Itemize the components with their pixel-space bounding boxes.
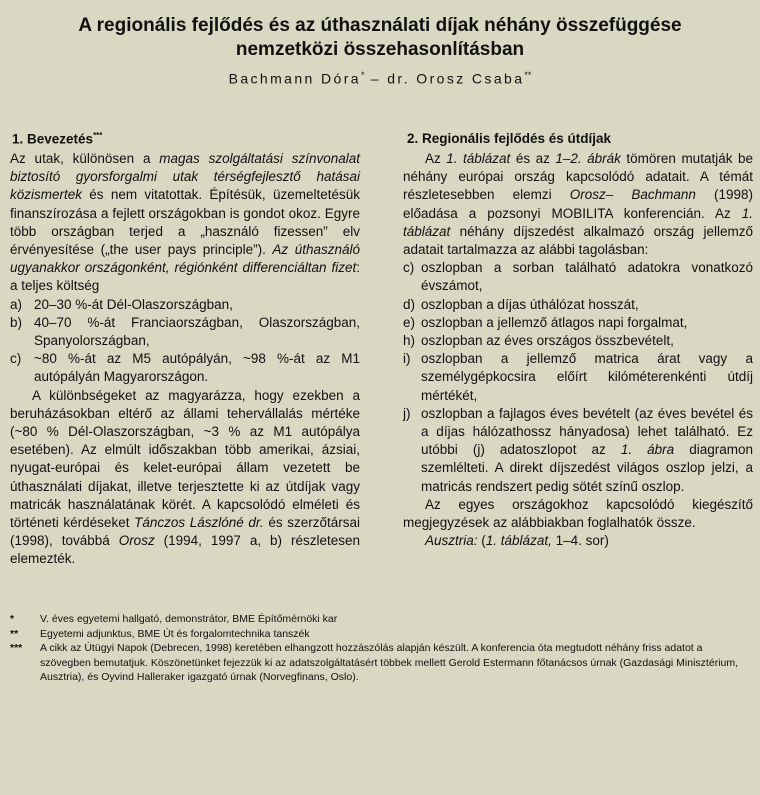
list-marker: c) (403, 260, 415, 276)
list-marker: e) (403, 314, 416, 330)
text-run: : a teljes költség (10, 260, 360, 294)
author-2-footnote-mark: ** (524, 70, 532, 80)
body-paragraph (10, 387, 360, 569)
author-2: dr. Orosz Csaba (387, 70, 525, 87)
text-run: tömören mutatják be néhány európai ország kapcsolódó adatait. A témát részletesebben elemzi (403, 151, 753, 203)
text-run: és nem vitatottak. Építésük, üzemeltetésük finanszírozása a fejlett országokban is gondot okoz. Egyre több országban terjed a „használó fizessen” elv érvényesítése („the user pays principle”). (10, 187, 360, 258)
author-1: Bachmann Dóra (228, 70, 361, 87)
table-reference: 1. táblázat, (485, 533, 552, 549)
footnote-text: Egyetemi adjunktus, BME Út és forgalomtechnika tanszék (40, 627, 310, 640)
section-1-footnote-mark: *** (93, 131, 103, 140)
list-item-text: oszlopban az éves országos összbevételt, (421, 333, 674, 349)
body-paragraph: Az egyes országokhoz kapcsolódó kiegészítő megjegyzések az alábbiakban foglalhatók össze. (403, 496, 753, 531)
list-item-text: oszlopban a jellemző átlagos napi forgalmat, (421, 314, 688, 330)
list-item (403, 296, 753, 314)
table-reference: 1. táblázat (403, 205, 753, 239)
left-column (10, 150, 360, 569)
list-marker: j) (403, 405, 411, 421)
article-title-line2: nemzetközi összehasonlításban (235, 39, 525, 60)
text-run: ( (477, 533, 486, 549)
text-run: Az (425, 151, 447, 166)
list-marker: i) (403, 351, 411, 367)
figure-reference: 1. ábra (620, 442, 675, 458)
text-run: Az utak, különösen a (10, 151, 160, 166)
footnotes (10, 612, 745, 685)
list-item (403, 405, 753, 496)
section-2-heading: 2. Regionális fejlődés és útdíjak (407, 131, 612, 146)
table-columns-list (403, 259, 753, 496)
list-item-text: oszlopban a díjas úthálózat hosszát, (421, 296, 639, 312)
list-marker: c) (10, 351, 22, 367)
list-item (403, 314, 753, 332)
text-run: (1998) előadása a pozsonyi MOBILITA konferencián. Az (403, 187, 753, 221)
footnote (10, 641, 745, 685)
country-name: Ausztria: (425, 533, 478, 549)
text-run: A különbségeket az magyarázza, hogy ezekben a beruházásokban eltérő az állami tehervállalás mértéke (~80 % Dél-Olaszországban, ~3 % az M1 autópálya esetében). Az elmúlt időszakban több amerikai, ázsiai, nyugat-európai és kelet-európai állam vezetett be úthasználati díjakat, illetve terjesztette ki az útdíjak vagy matricák használatának körét. A kapcsolódó elméleti és történeti kérdéseket (10, 387, 360, 531)
list-item (403, 259, 753, 295)
footnote-marker: *** (10, 642, 23, 655)
text-run: néhány díjszedést alkalmazó ország jellemző adatait tartalmazza az alábbi tagolásban: (403, 223, 753, 258)
list-item (10, 296, 360, 314)
text-run: diagramon szemlélteti. A direkt díjszedést világos oszlop jelzi, a matricás rendszert pedig sötét színű oszlop. (421, 442, 754, 494)
list-item (403, 350, 753, 405)
list-item-text: oszlopban a jellemző matrica árat vagy a személygépkocsira előírt kilóméterenkénti útdíj mértékét, (421, 351, 753, 403)
article-title-line1: A regionális fejlődés és az úthasználati díjak néhány összefüggése (78, 15, 682, 36)
section-1-heading (12, 131, 102, 147)
list-item-text: ~80 %-át az M5 autópályán, ~98 %-át az M1 autópályán Magyarországon. (34, 351, 360, 385)
footnote (10, 612, 745, 627)
list-item-text: 40–70 %-át Franciaországban, Olaszországban, Spanyolországban, (34, 314, 360, 349)
text-run-italic: Orosz (118, 533, 155, 549)
list-item (10, 350, 360, 386)
list-item-text: 20–30 %-át Dél-Olaszországban, (34, 296, 233, 312)
country-subheading (403, 532, 753, 550)
author-separator: – (364, 70, 388, 87)
footnote-marker: ** (10, 627, 19, 640)
text-run-italic: Az úthasználó ugyanakkor országonként, régiónként differenciáltan fizet (10, 242, 360, 276)
author-line (0, 70, 760, 87)
figure-reference: 1–2. ábrák (555, 151, 621, 166)
text-run: és az (510, 151, 556, 166)
text-run: oszlopban a fajlagos éves bevételt (az éves bevétel és a díjas hálózathossz hányadosa) lehet található. Ez utóbbi (j) adatoszlopot az (421, 405, 753, 458)
list-item-text: oszlopban a sorban található adatokra vonatkozó évszámot, (421, 260, 753, 294)
table-reference: 1. táblázat (446, 151, 511, 166)
right-column (403, 150, 753, 550)
list-marker: a) (10, 296, 23, 312)
text-run-italic: Tánczos Lászlóné dr. (134, 515, 264, 531)
list-marker: h) (403, 333, 416, 349)
text-run-italic: magas szolgáltatási színvonalat biztosító gyorsforgalmi utak térségfejlesztő hatásai közismertek (10, 151, 360, 203)
footnote-text: A cikk az Útügyi Napok (Debrecen, 1998) keretében elhangzott hozzászólás alapján készült. A konferencia óta megtudott néhány friss adatot a szövegben bemutatjuk. Köszönetünket fejezzük ki az adatszolgáltatásért többek mellett Gerold Estermann főtanácsos úrnak (Gazdasági Minisztérium, Ausztria), és Oyvind Halleraker igazgató úrnak (Norvegfinans, Oslo). (40, 642, 739, 684)
section-2-paragraph (403, 150, 753, 259)
section-1-heading-text: 1. Bevezetés (12, 131, 94, 147)
footnote-marker: * (10, 613, 15, 625)
footnote-text: V. éves egyetemi hallgató, demonstrátor, BME Építőmérnöki kar (40, 613, 338, 625)
text-run: és szerzőtársai (1998), továbbá (10, 515, 360, 549)
list-marker: d) (403, 296, 416, 312)
intro-paragraph (10, 150, 360, 296)
text-run: (1994, 1997 a, b) részletesen elemezték. (10, 533, 360, 567)
list-item (403, 332, 753, 350)
text-run: 1–4. sor) (551, 533, 609, 549)
list-marker: b) (10, 314, 23, 330)
author-1-footnote-mark: * (360, 70, 365, 80)
list-item (10, 314, 360, 350)
footnote (10, 627, 745, 642)
citation: Orosz– Bachmann (569, 187, 696, 203)
cost-share-list (10, 296, 360, 387)
